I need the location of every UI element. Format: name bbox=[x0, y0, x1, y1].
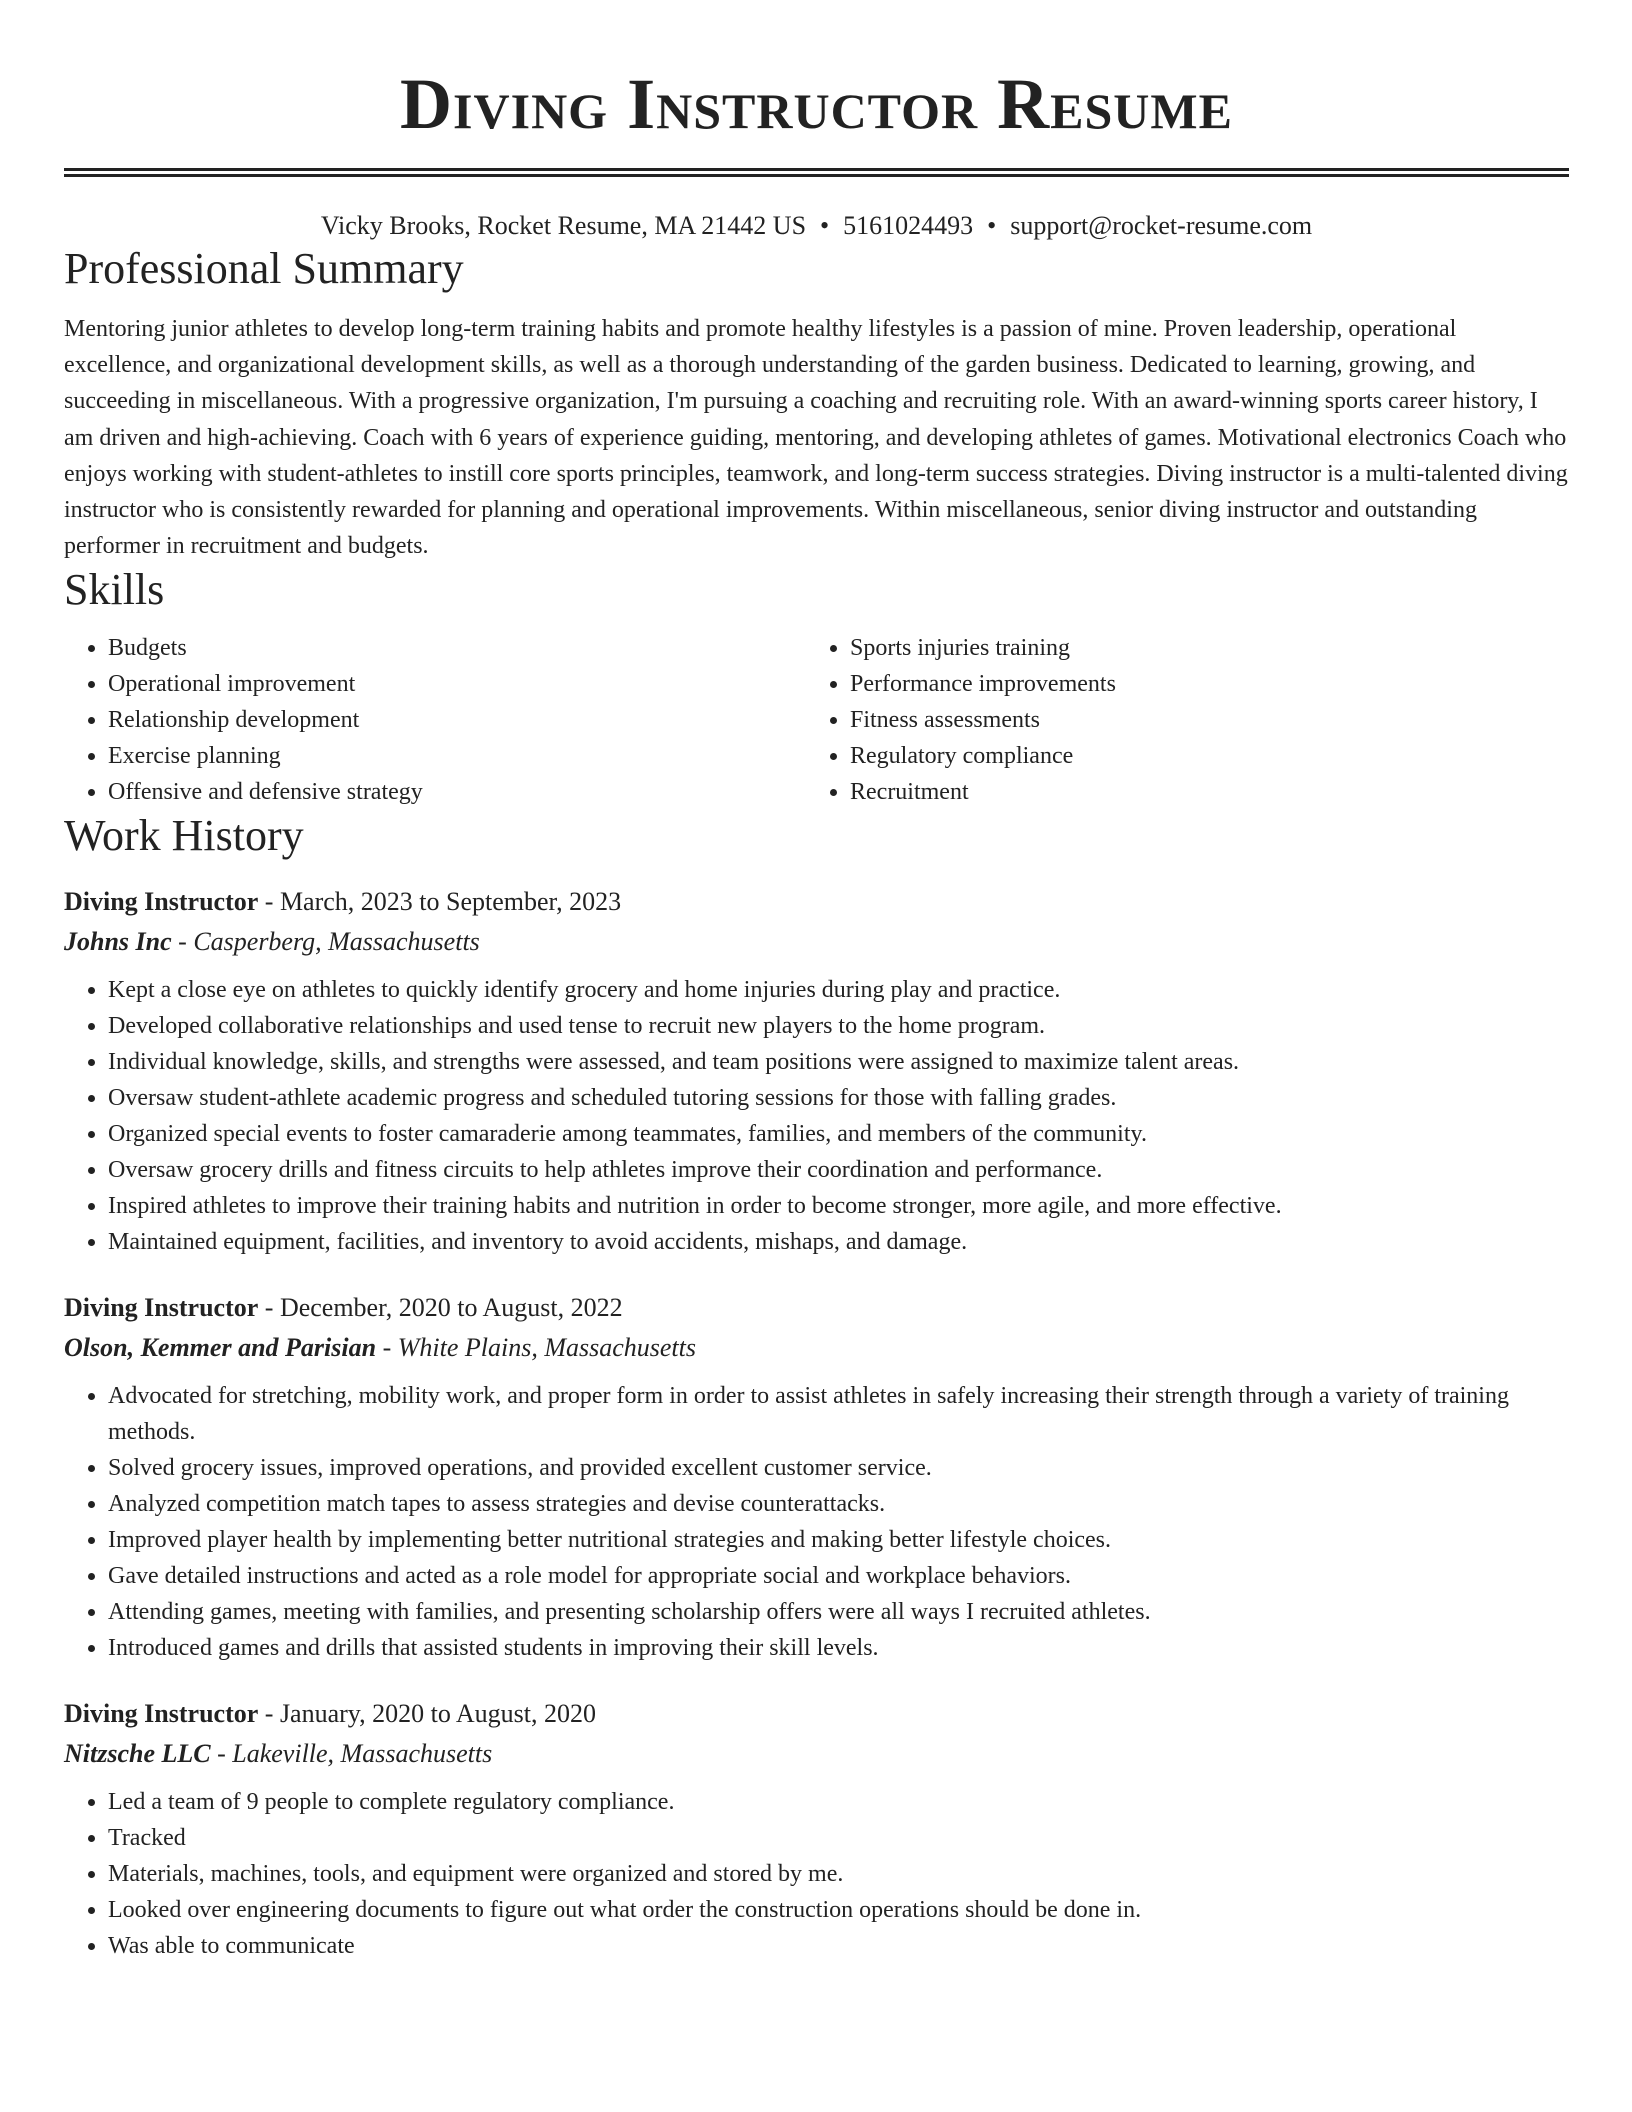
contact-email: support@rocket-resume.com bbox=[1010, 211, 1313, 240]
summary-text: Mentoring junior athletes to develop long-term training habits and promote healthy lifestyles is a passion of mine. Proven leadership, operational excellence, and organizational development skills, as well as a thorough understanding of the garden business. Dedicated to learning, growing, and succeeding in miscellaneous. With a progressive organization, I'm pursuing a coaching and recruiting role. With an award-winning sports career history, I am driven and high-achieving. Coach with 6 years of experience guiding, mentoring, and developing athletes of games. Motivational electronics Coach who enjoys working with student-athletes to instill core sports principles, teamwork, and long-term success strategies. Diving instructor is a multi-talented diving instructor who is consistently rewarded for planning and operational improvements. Within miscellaneous, senior diving instructor and outstanding performer in recruitment and budgets. bbox=[64, 316, 1568, 560]
skill-item: • Fitness assessments bbox=[850, 702, 1548, 738]
job-bullet: • Materials, machines, tools, and equipment were organized and stored by me. bbox=[108, 1856, 1569, 1892]
contact-address: Vicky Brooks, Rocket Resume, MA 21442 US bbox=[320, 211, 807, 240]
job-bullet: • Gave detailed instructions and acted as a role model for appropriate social and workplace behaviors. bbox=[108, 1558, 1569, 1594]
job-header bbox=[64, 1694, 1569, 1734]
job-bullet: • Analyzed competition match tapes to assess strategies and devise counterattacks. bbox=[108, 1486, 1569, 1522]
skill-item: • Sports injuries training bbox=[850, 630, 1548, 666]
work-history-heading: Work History bbox=[64, 811, 304, 861]
job-bullet: • Was able to communicate bbox=[108, 1928, 1569, 1964]
job-bullet: • Advocated for stretching, mobility work, and proper form in order to assist athletes in safely increasing their strength through a variety of training methods. bbox=[108, 1378, 1569, 1450]
job-bullet: • Kept a close eye on athletes to quickly identify grocery and home injuries during play and practice. bbox=[108, 972, 1569, 1008]
job-bullets bbox=[64, 1784, 1569, 1964]
job-bullet: • Solved grocery issues, improved operations, and provided excellent customer service. bbox=[108, 1450, 1569, 1486]
contact-line bbox=[64, 209, 1569, 243]
job-header bbox=[64, 1288, 1569, 1328]
company-location: - Lakeville, Massachusetts bbox=[210, 1739, 493, 1769]
resume-title: Diving Instructor Resume bbox=[400, 64, 1233, 144]
company-name: Nitzsche LLC bbox=[64, 1739, 211, 1769]
resume-page bbox=[64, 0, 1569, 1964]
skill-item: • Budgets bbox=[108, 630, 806, 666]
job-dates: - January, 2020 to August, 2020 bbox=[258, 1699, 597, 1729]
skill-item: • Regulatory compliance bbox=[850, 738, 1548, 774]
contact-separator: • bbox=[987, 211, 997, 240]
company-name: Olson, Kemmer and Parisian bbox=[64, 1333, 377, 1363]
skills-column-right bbox=[806, 630, 1548, 810]
skill-item: • Offensive and defensive strategy bbox=[108, 774, 806, 810]
job-bullet: • Developed collaborative relationships and used tense to recruit new players to the home program. bbox=[108, 1008, 1569, 1044]
job-header bbox=[64, 882, 1569, 922]
contact-phone: 5161024493 bbox=[843, 211, 974, 240]
job-dates: - March, 2023 to September, 2023 bbox=[258, 887, 622, 917]
company-location: - White Plains, Massachusetts bbox=[376, 1333, 696, 1363]
job-dates: - December, 2020 to August, 2022 bbox=[258, 1293, 623, 1323]
job-bullets bbox=[64, 1378, 1569, 1666]
skill-item: • Recruitment bbox=[850, 774, 1548, 810]
job-bullet: • Attending games, meeting with families, and presenting scholarship offers were all ways I recruited athletes. bbox=[108, 1594, 1569, 1630]
job-title: Diving Instructor bbox=[64, 1293, 259, 1323]
job-title: Diving Instructor bbox=[64, 887, 259, 917]
job-bullet: • Oversaw student-athlete academic progress and scheduled tutoring sessions for those with falling grades. bbox=[108, 1080, 1569, 1116]
contact-separator: • bbox=[820, 211, 830, 240]
company-location: - Casperberg, Massachusetts bbox=[171, 927, 480, 957]
job-bullet: • Oversaw grocery drills and fitness circuits to help athletes improve their coordination and performance. bbox=[108, 1152, 1569, 1188]
summary-heading: Professional Summary bbox=[64, 244, 464, 293]
job-bullet: • Inspired athletes to improve their training habits and nutrition in order to become stronger, more agile, and more effective. bbox=[108, 1188, 1569, 1224]
job-entry bbox=[64, 1288, 1569, 1666]
skill-item: • Performance improvements bbox=[850, 666, 1548, 702]
skill-item: • Relationship development bbox=[108, 702, 806, 738]
company-name: Johns Inc bbox=[64, 927, 172, 957]
job-title: Diving Instructor bbox=[64, 1699, 259, 1729]
job-bullet: • Maintained equipment, facilities, and inventory to avoid accidents, mishaps, and damage. bbox=[108, 1224, 1569, 1260]
job-bullet: • Introduced games and drills that assisted students in improving their skill levels. bbox=[108, 1630, 1569, 1666]
title-divider bbox=[64, 168, 1569, 177]
job-bullet: • Tracked bbox=[108, 1820, 1569, 1856]
skills-column-left bbox=[64, 630, 806, 810]
job-bullet: • Improved player health by implementing better nutritional strategies and making better lifestyle choices. bbox=[108, 1522, 1569, 1558]
job-company-line bbox=[64, 1328, 1569, 1368]
job-company-line bbox=[64, 922, 1569, 962]
job-company-line bbox=[64, 1734, 1569, 1774]
job-bullet: • Individual knowledge, skills, and strengths were assessed, and team positions were assigned to maximize talent areas. bbox=[108, 1044, 1569, 1080]
job-entry bbox=[64, 1694, 1569, 1964]
job-entry bbox=[64, 882, 1569, 1260]
job-bullets bbox=[64, 972, 1569, 1260]
skill-item: • Exercise planning bbox=[108, 738, 806, 774]
job-bullet: • Looked over engineering documents to figure out what order the construction operations should be done in. bbox=[108, 1892, 1569, 1928]
skills-list bbox=[64, 630, 1569, 810]
job-bullet: • Led a team of 9 people to complete regulatory compliance. bbox=[108, 1784, 1569, 1820]
skill-item: • Operational improvement bbox=[108, 666, 806, 702]
skills-heading: Skills bbox=[64, 565, 165, 615]
job-bullet: • Organized special events to foster camaraderie among teammates, families, and members of the community. bbox=[108, 1116, 1569, 1152]
